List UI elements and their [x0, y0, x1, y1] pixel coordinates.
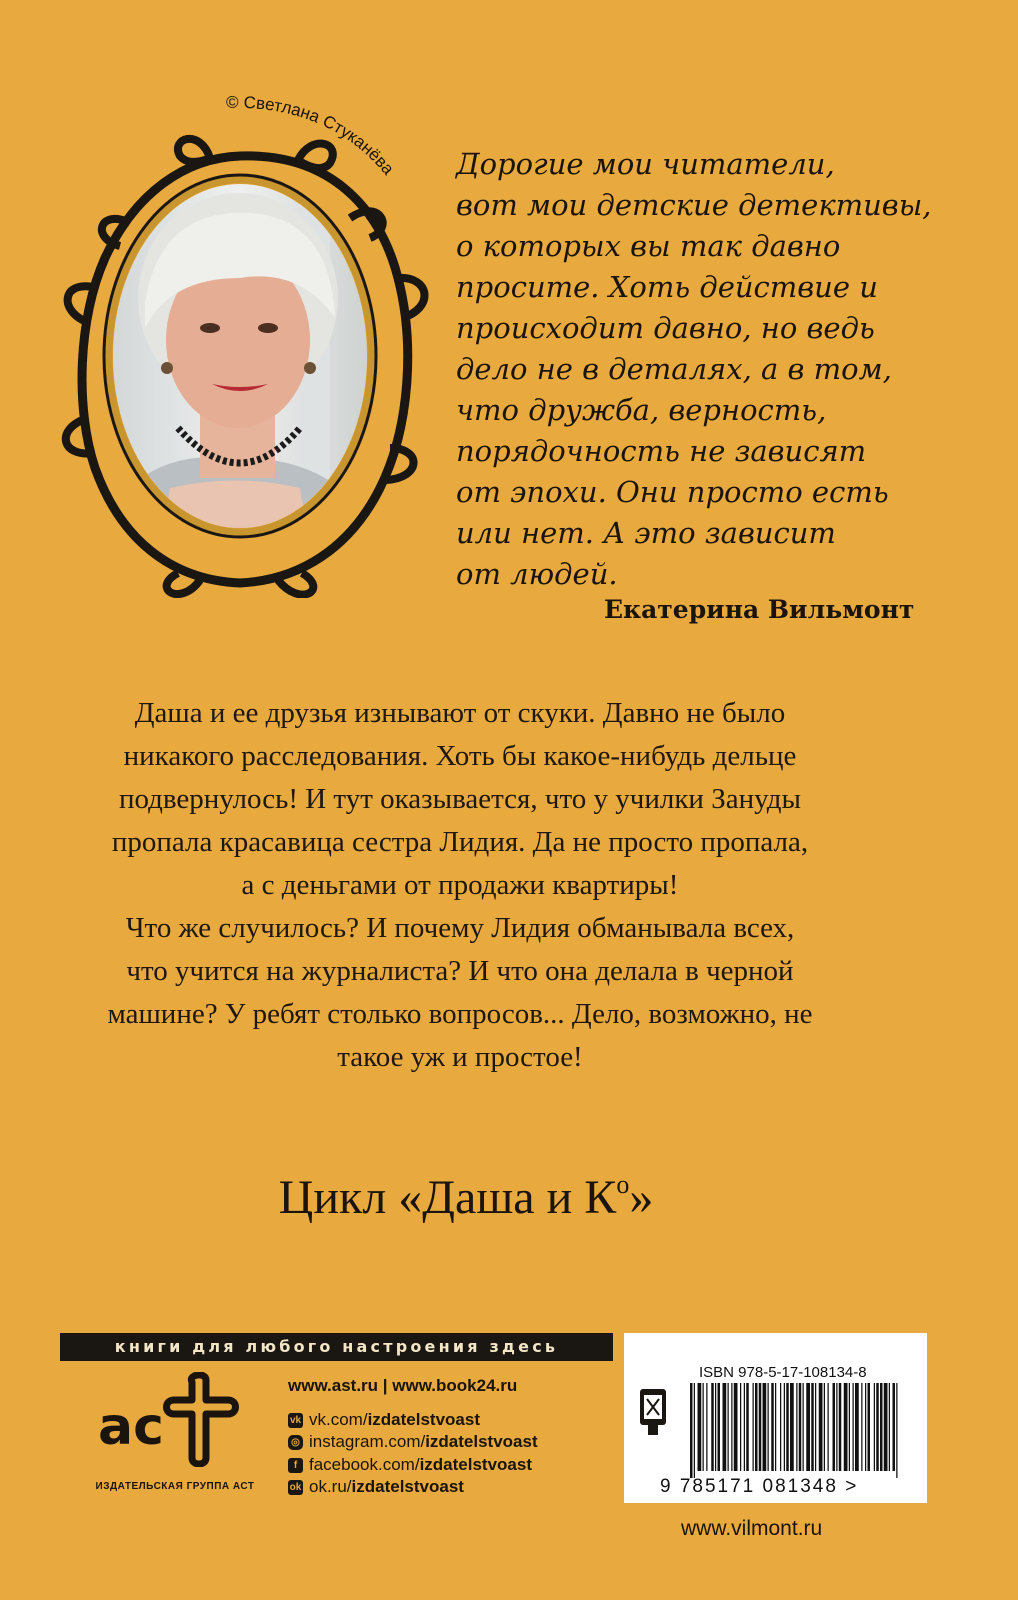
barcode-bar [734, 1383, 738, 1471]
barcode-bar [833, 1383, 836, 1471]
barcode-bar [896, 1383, 897, 1478]
isbn: ISBN 978-5-17-108134-8 [699, 1364, 867, 1381]
barcode-bar [784, 1383, 785, 1471]
tagline-bar: книги для любого настроения здесь [60, 1333, 613, 1361]
publisher-sites-link[interactable]: www.ast.ru | www.book24.ru [288, 1376, 518, 1395]
photo-credit-text: © Светлана Стуканёва [225, 96, 398, 179]
barcode-bar [718, 1383, 721, 1471]
barcode-bar [865, 1383, 866, 1471]
barcode-bar [853, 1383, 854, 1471]
social-handle: izdatelstvoast [419, 1455, 532, 1474]
social-handle: izdatelstvoast [351, 1477, 464, 1496]
social-prefix: facebook.com/ [309, 1455, 420, 1474]
barcode-bar [844, 1383, 848, 1471]
author-website-link[interactable]: www.vilmont.ru [681, 1517, 823, 1540]
barcode-bar [880, 1383, 883, 1471]
barcode-bar [803, 1383, 804, 1471]
barcode-bar [753, 1383, 754, 1471]
barcode-bar [723, 1383, 727, 1471]
facebook-icon: f [288, 1458, 303, 1473]
social-prefix: vk.com/ [309, 1410, 368, 1429]
barcode-bar [690, 1383, 693, 1478]
barcode-bar [759, 1383, 762, 1471]
barcode-bar [876, 1383, 879, 1471]
barcode-bar [746, 1383, 749, 1471]
author-photo [90, 168, 390, 548]
barcode-bar [775, 1383, 776, 1471]
barcode-bar [790, 1383, 794, 1471]
description-line: никакого расследования. Хоть бы какое-нибудь дельце [123, 740, 797, 772]
barcode-bar [836, 1383, 837, 1471]
book-description [40, 692, 880, 1079]
author-quote [456, 144, 976, 595]
barcode-bar [715, 1383, 716, 1471]
social-link-vk[interactable] [288, 1410, 480, 1430]
logo-text: ac [98, 1397, 164, 1457]
series-prefix: Цикл «Даша и К [278, 1171, 617, 1224]
instagram-icon: ◎ [288, 1435, 303, 1450]
quote-line: происходит давно, но ведь [456, 311, 875, 345]
quote-line: вот мои детские детективы, [456, 188, 932, 222]
social-prefix: instagram.com/ [309, 1432, 426, 1451]
barcode-bar [799, 1383, 802, 1471]
social-link-facebook[interactable] [288, 1455, 532, 1475]
publisher-name: ИЗДАТЕЛЬСКАЯ ГРУППА АСТ [95, 1481, 255, 1492]
barcode-bar [796, 1383, 797, 1471]
book-lamp-icon [638, 1385, 668, 1439]
description-line: такое уж и простое! [337, 1041, 583, 1073]
barcode-bar [768, 1383, 769, 1471]
quote-line: о которых вы так давно [456, 229, 841, 263]
quote-line: порядочность не зависят [456, 434, 867, 468]
description-line: Что же случилось? И почему Лидия обманывала всех, [125, 912, 795, 944]
barcode-digits: 9 785171 081348 > [660, 1476, 859, 1497]
barcode-bar [806, 1383, 810, 1471]
barcode-bar [884, 1383, 888, 1471]
description-line: машине? У ребят столько вопросов... Дело, возможно, не [107, 998, 813, 1030]
vk-icon: vk [289, 1414, 302, 1426]
odnoklassniki-icon: ok [289, 1481, 302, 1493]
quote-line: от эпохи. Они просто есть [456, 475, 889, 509]
quote-line: от людей. [456, 557, 618, 591]
barcode-bar [861, 1383, 862, 1471]
quote-line: Дорогие мои читатели, [456, 147, 835, 181]
barcode-bar [771, 1383, 774, 1471]
barcode-bar [849, 1383, 850, 1471]
description-line: Даша и ее друзья изнывают от скуки. Давно не было [134, 697, 786, 729]
description-line: что учится на журналиста? И что она делала в черной [126, 955, 794, 987]
barcode-bar [868, 1383, 871, 1471]
barcode-bar [811, 1383, 814, 1471]
barcode-bar [763, 1383, 767, 1471]
quote-line: что дружба, верность, [456, 393, 827, 427]
barcode [690, 1383, 900, 1478]
social-link-instagram[interactable] [288, 1432, 538, 1452]
quote-line: или нет. А это зависит [456, 516, 836, 550]
social-handle: izdatelstvoast [425, 1432, 538, 1451]
barcode-bar [824, 1383, 825, 1471]
social-link-ok[interactable] [288, 1477, 464, 1497]
description-line: пропала красавица сестра Лидия. Да не просто пропала, [111, 826, 809, 858]
barcode-bar [874, 1383, 875, 1471]
barcode-bar [740, 1383, 741, 1471]
description-line: а с деньгами от продажи квартиры! [241, 869, 679, 901]
series-superscript: о [616, 1170, 630, 1199]
author-portrait-frame [50, 128, 435, 598]
social-prefix: ok.ru/ [309, 1477, 352, 1496]
quote-author: Екатерина Вильмонт [604, 595, 915, 624]
barcode-bar [819, 1383, 823, 1471]
series-suffix: » [629, 1171, 654, 1224]
barcode-bar [698, 1383, 702, 1471]
barcode-bar [786, 1383, 789, 1471]
barcode-bar [855, 1383, 859, 1471]
barcode-bar [815, 1383, 816, 1471]
barcode-bar [731, 1383, 732, 1471]
barcode-bar [706, 1383, 707, 1471]
barcode-bar [780, 1383, 781, 1471]
barcode-bar [839, 1383, 842, 1471]
barcode-bar [728, 1383, 729, 1471]
barcode-bar [893, 1383, 896, 1471]
social-handle: izdatelstvoast [367, 1410, 480, 1429]
barcode-bar [703, 1383, 704, 1471]
series-title [0, 1170, 932, 1225]
description-line: подвернулось! И тут оказывается, что у училки Зануды [118, 783, 802, 815]
quote-line: дело не в деталях, а в том, [456, 352, 892, 386]
barcode-bar [828, 1383, 829, 1471]
barcode-bar [889, 1383, 890, 1471]
quote-line: просите. Хоть действие и [456, 270, 878, 304]
barcode-bar [744, 1383, 745, 1471]
barcode-bar [694, 1383, 695, 1478]
barcode-bar [755, 1383, 758, 1471]
barcode-bar [711, 1383, 714, 1471]
publisher-logo [96, 1372, 246, 1467]
